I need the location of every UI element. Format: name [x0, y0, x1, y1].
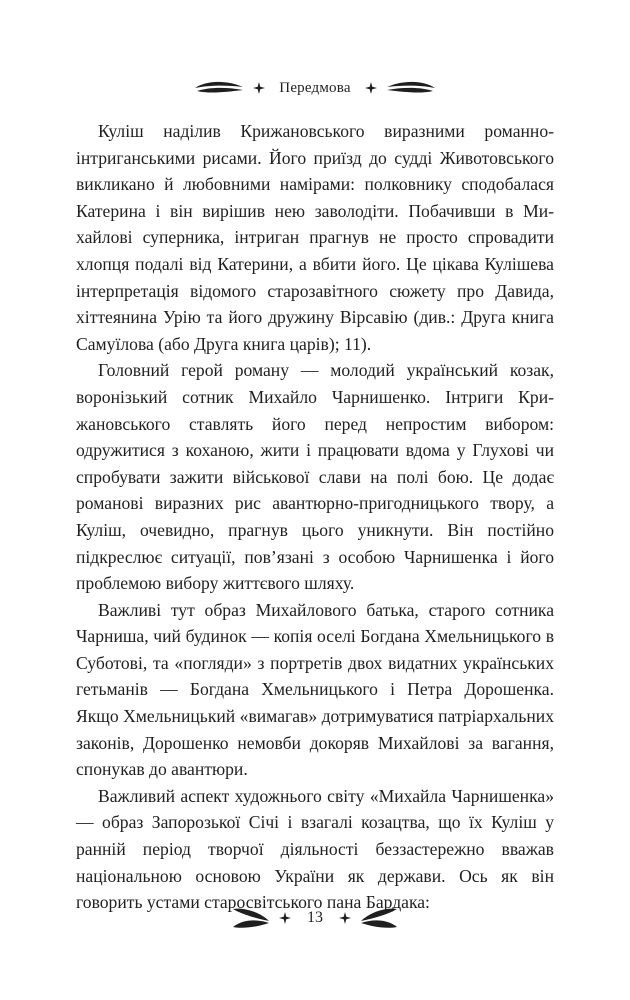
running-header	[0, 76, 630, 100]
paragraph: Важливий аспект художнього світу «Михайла Чарнишенка» — образ Запорозької Січі і взагалі козацтва, що їх Куліш у ранній період творчої діяльності беззастережно вважав національною основою України як держави. Ось як він говорить устами старосвітського пана Бардака:	[76, 785, 554, 913]
page-number: 13	[307, 909, 323, 926]
right-leaf-ornament-icon	[385, 79, 437, 97]
left-leaf-ornament-icon	[193, 79, 245, 97]
four-point-star-icon	[253, 82, 265, 94]
left-leaf-ornament-icon	[231, 905, 271, 931]
four-point-star-icon	[339, 912, 351, 924]
four-point-star-icon	[279, 912, 291, 924]
right-leaf-ornament-icon	[359, 905, 399, 931]
paragraph: Важливі тут образ Михайлового батька, старого сотника Чарниша, чий будинок — копія оселі Богдана Хмельницького в Суботові, та «погляди» з портретів двох видатних українських гетьманів — Богдана Хмельницького і Петра Дорошенка. Якщо Хмельницький «вимагав» дотримуватися патріархальних законів, Дорошенко немовби докоряв Михайлові за вагання, спонукав до авантюри.	[76, 599, 554, 780]
four-point-star-icon	[365, 82, 377, 94]
paragraph: Головний герой роману — молодий український козак, воронізький сотник Михайло Чарнишенко. Інтриги Крижановського ставлять його перед непростим вибором: одружитися з коханою, жити і працювати вдома у Глухові чи спробувати зажити військової слави на полі бою. Це додає романові виразних рис авантюрно-пригодницького твору, а Куліш, очевидно, прагнув цього уникнути. Він постійно підкреслює ситуації, пов’язані з особою Чарнишенка і його проблемою вибору життєвого шляху.	[76, 360, 554, 594]
body-text	[76, 118, 554, 916]
section-title: Передмова	[279, 79, 351, 96]
page-footer	[0, 898, 630, 938]
paragraph: Куліш наділив Крижановського виразними романно-інтриганськими рисами. Його приїзд до судді Животовського викликано й любовними намірами: полковнику сподобалася Катерина і він вирішив нею заволодіти. Побачивши в Михайлові суперника, інтриган прагнув не просто спровадити хлопця подалі від Катерини, а вбити його. Це цікава Кулішева інтерпретація відомого старозавітного сюжету про Давида, хіттеянина Урію та його дружину Вірсавію (див.: Друга книга Самуїлова (або Друга книга царів); 11).	[76, 121, 554, 354]
